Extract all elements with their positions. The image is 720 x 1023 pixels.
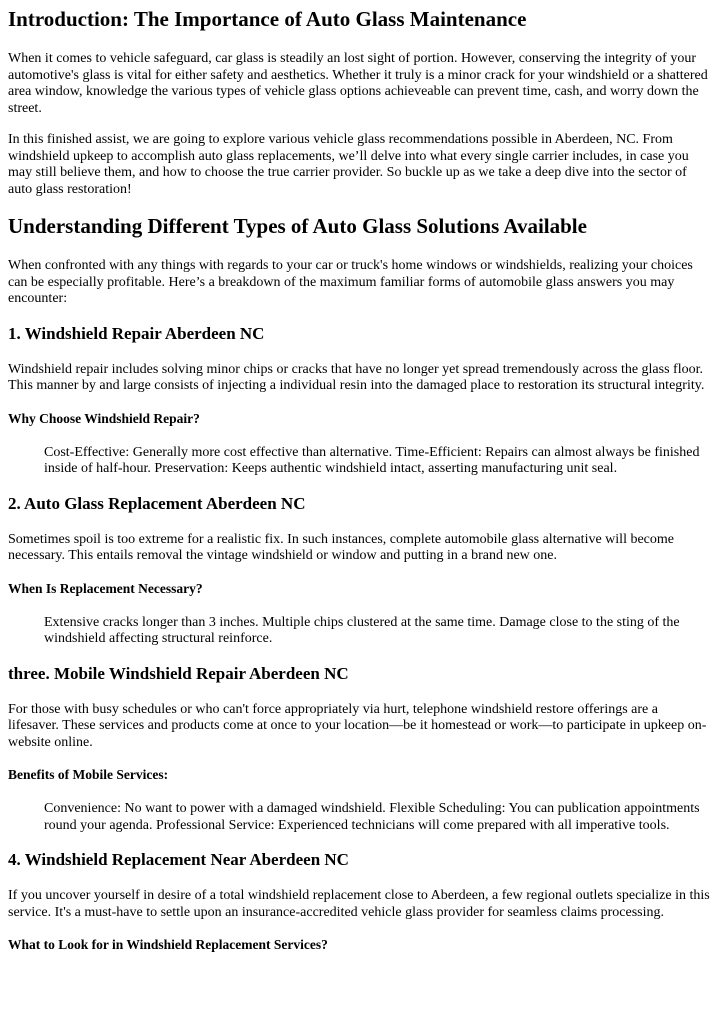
page-title: Introduction: The Importance of Auto Glass Maintenance	[8, 7, 527, 31]
item-subheading: When Is Replacement Necessary?	[8, 580, 203, 596]
item-body: If you uncover yourself in desire of a total windshield replacement close to Aberdeen, a few regional outlets specialize in this service. It's a must-have to settle upon an insurance-accredited vehicle glass provider for seamless claims processing.	[8, 888, 710, 920]
item-subheading: Why Choose Windshield Repair?	[8, 410, 200, 426]
item-detail: Extensive cracks longer than 3 inches. Multiple chips clustered at the same time. Damage close to the sting of the windshield affecting structural reinforce.	[44, 614, 680, 646]
item-detail: Convenience: No want to power with a damaged windshield. Flexible Scheduling: You can publication appointments round your agenda. Professional Service: Experienced technicians will come prepared with all imperative tools.	[44, 801, 700, 833]
section-title: Understanding Different Types of Auto Glass Solutions Available	[8, 214, 587, 238]
item-body: Sometimes spoil is too extreme for a realistic fix. In such instances, complete automobile glass alternative will become necessary. This entails removal the vintage windshield or window and putting in a brand new one.	[8, 531, 674, 563]
intro-paragraph: When it comes to vehicle safeguard, car glass is steadily an lost sight of portion. However, conserving the integrity of your automotive's glass is vital for either safety and aesthetics. Whether it truly is a minor crack for your windshield or a shattered area window, knowledge the various types of vehicle glass options achieveable can prevent time, cash, and worry down the street.	[8, 51, 708, 116]
item-body: For those with busy schedules or who can't force appropriately via hurt, telephone windshield restore offerings are a lifesaver. These services and products come at once to your location—be it homestead or work—to participate in upkeep on-website online.	[8, 701, 707, 750]
article	[0, 6, 720, 954]
item-heading: three. Mobile Windshield Repair Aberdeen NC	[8, 663, 349, 683]
section-intro-paragraph: When confronted with any things with regards to your car or truck's home windows or windshields, realizing your choices can be especially profitable. Here’s a breakdown of the maximum familiar forms of automobile glass answers you may encounter:	[8, 258, 693, 306]
intro-paragraph: In this finished assist, we are going to explore various vehicle glass recommendations possible in Aberdeen, NC. From windshield upkeep to accomplish auto glass replacements, we’ll delve into what every single carrier includes, in case you may still believe them, and how to choose the true carrier provider. So buckle up as we take a deep dive into the sector of auto glass restoration!	[8, 132, 689, 197]
item-heading: 2. Auto Glass Replacement Aberdeen NC	[8, 493, 306, 513]
item-heading: 1. Windshield Repair Aberdeen NC	[8, 323, 265, 343]
item-body: Windshield repair includes solving minor chips or cracks that have no longer yet spread tremendously across the glass floor. This manner by and large consists of injecting a individual resin into the damaged place to restoration its structural integrity.	[8, 361, 705, 393]
item-detail: Cost-Effective: Generally more cost effective than alternative. Time-Efficient: Repairs can almost always be finished inside of half-hour. Preservation: Keeps authentic windshield intact, asserting manufacturing unit seal.	[44, 444, 700, 476]
item-heading: 4. Windshield Replacement Near Aberdeen NC	[8, 850, 349, 869]
item-subheading: Benefits of Mobile Services:	[8, 767, 169, 782]
item-subheading: What to Look for in Windshield Replacement Services?	[8, 937, 328, 952]
